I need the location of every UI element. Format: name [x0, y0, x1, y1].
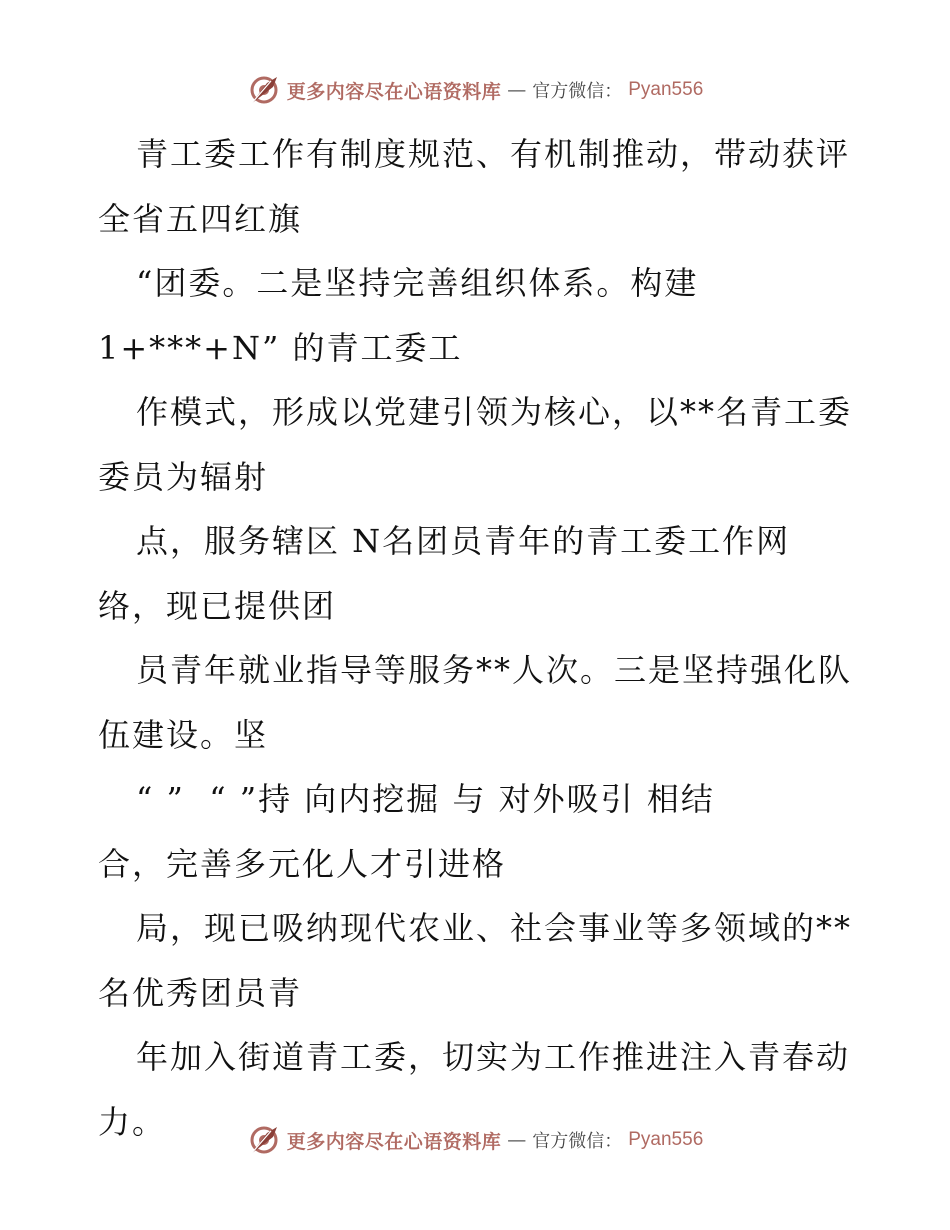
- footer-banner: [0, 1120, 950, 1160]
- banner-dash: —: [507, 1129, 527, 1151]
- banner-wechat-label: 官方微信：: [532, 1131, 623, 1152]
- text-line: 络，现已提供团: [98, 586, 337, 625]
- quill-pen-logo-icon: [247, 1123, 281, 1157]
- text-line: 1+***+N” 的青工委工: [98, 328, 463, 367]
- text-line: “团委。二是坚持完善组织体系。构建: [136, 264, 699, 302]
- text-line: 年加入街道青工委，切实为工作推进注入青春动: [136, 1038, 851, 1076]
- header-banner: [0, 70, 950, 110]
- text-line: 员青年就业指导等服务**人次。三是坚持强化队: [136, 651, 853, 689]
- text-line: 名优秀团员青: [98, 973, 303, 1012]
- text-line: 局，现已吸纳现代农业、社会事业等多领域的**: [136, 909, 853, 947]
- quill-pen-logo-icon: [247, 73, 281, 107]
- banner-wechat-label: 官方微信：: [532, 81, 623, 102]
- text-line: 力。: [98, 1102, 167, 1141]
- text-line: 作模式，形成以党建引领为核心，以**名青工委: [136, 393, 853, 431]
- text-line: 合，完善多元化人才引进格: [98, 844, 507, 883]
- text-line: 全省五四红旗: [98, 199, 303, 238]
- document-body: [98, 122, 858, 1154]
- text-line: 青工委工作有制度规范、有机制推动，带动获评: [136, 135, 851, 173]
- banner-dash: —: [507, 79, 527, 101]
- banner-wechat-id: Pyan556: [628, 1129, 704, 1150]
- text-line: 伍建设。坚: [98, 715, 269, 754]
- banner-wechat-id: Pyan556: [628, 79, 704, 100]
- text-line: 点，服务辖区 N名团员青年的青工委工作网: [136, 522, 791, 560]
- banner-brand-text: 更多内容尽在心语资料库: [286, 1130, 502, 1153]
- banner-brand-text: 更多内容尽在心语资料库: [286, 80, 502, 103]
- text-line: “ ” “ ”持 向内挖掘 与 对外吸引 相结: [136, 780, 715, 818]
- text-line: 委员为辐射: [98, 457, 269, 496]
